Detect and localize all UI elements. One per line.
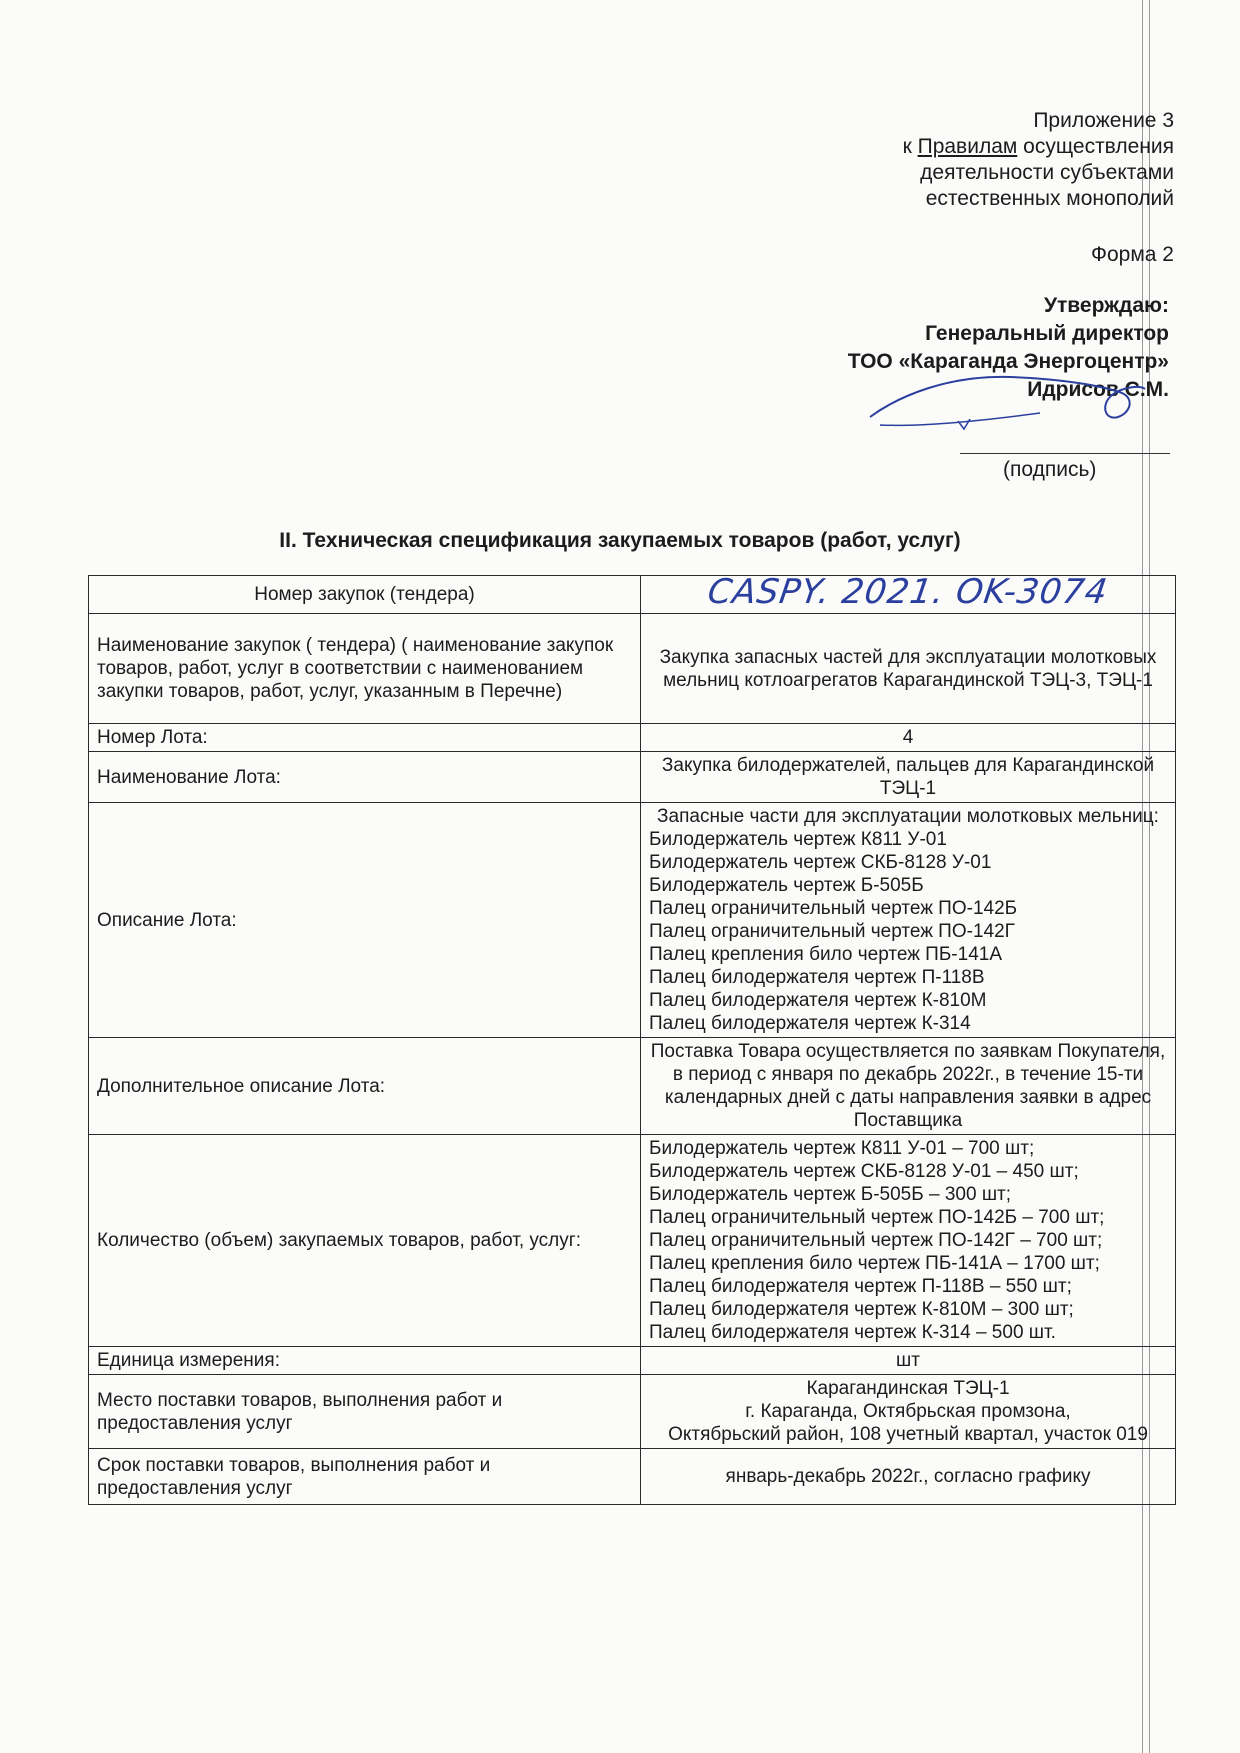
- table-row: [89, 1375, 1176, 1449]
- row-value: Закупка запасных частей для эксплуатации молотковых мельниц котлоагрегатов Карагандинской ТЭЦ-3, ТЭЦ-1: [641, 614, 1176, 724]
- list-item: Карагандинская ТЭЦ-1: [806, 1378, 1010, 1399]
- approval-line-3: ТОО «Караганда Энергоцентр»: [847, 350, 1169, 373]
- list-item: Палец ограничительный чертеж ПО-142Г – 700 шт;: [649, 1230, 1103, 1251]
- row-label: Описание Лота:: [89, 803, 641, 1038]
- table-row: [89, 803, 1176, 1038]
- row-label: Единица измерения:: [89, 1347, 641, 1375]
- row-label: Количество (объем) закупаемых товаров, работ, услуг:: [89, 1135, 641, 1347]
- row-value: Поставка Товара осуществляется по заявкам Покупателя, в период с января по декабрь 2022г., в течение 15-ти календарных дней с даты направления заявки в адрес Поставщика: [641, 1038, 1176, 1135]
- table-row: [89, 1449, 1176, 1505]
- approval-line-2: Генеральный директор: [925, 322, 1169, 345]
- row-label: Наименование Лота:: [89, 752, 641, 803]
- row-value: Закупка билодержателей, пальцев для Карагандинской ТЭЦ-1: [641, 752, 1176, 803]
- appendix-line-1: Приложение 3: [1033, 109, 1174, 132]
- list-item: г. Караганда, Октябрьская промзона,: [745, 1401, 1071, 1422]
- list-item: Палец крепления било чертеж ПБ-141А: [649, 944, 1003, 965]
- rules-link[interactable]: Правилам: [917, 135, 1018, 158]
- row-label: Номер Лота:: [89, 724, 641, 752]
- list-item: Палец ограничительный чертеж ПО-142Б – 700 шт;: [649, 1207, 1105, 1228]
- row-label: Наименование закупок ( тендера) ( наименование закупок товаров, работ, услуг в соответствии с наименованием закупки товаров, работ, услуг, указанным в Перечне): [89, 614, 641, 724]
- table-row: [89, 1347, 1176, 1375]
- list-item: Билодержатель чертеж СКБ-8128 У-01: [649, 852, 992, 873]
- list-item: Палец билодержателя чертеж К-314 – 500 шт.: [649, 1322, 1056, 1343]
- row-label: Номер закупок (тендера): [89, 576, 641, 614]
- appendix-line-2: [903, 134, 1174, 160]
- list-item: Палец билодержателя чертеж П-118В: [649, 967, 985, 988]
- list-item: Билодержатель чертеж Б-505Б: [649, 875, 924, 896]
- list-item: Билодержатель чертеж К811 У-01: [649, 829, 947, 850]
- row-label: Дополнительное описание Лота:: [89, 1038, 641, 1135]
- table-row: [89, 576, 1176, 614]
- list-item: Палец билодержателя чертеж П-118В – 550 шт;: [649, 1276, 1072, 1297]
- row-value: 4: [641, 724, 1176, 752]
- list-item: Палец билодержателя чертеж К-314: [649, 1013, 971, 1034]
- quantity-cell: [641, 1135, 1176, 1347]
- appendix-prefix: к: [902, 135, 918, 158]
- lot-description-cell: [641, 803, 1176, 1038]
- list-item: Палец ограничительный чертеж ПО-142Б: [649, 898, 1018, 919]
- tender-number-cell: [641, 571, 1176, 614]
- table-row: [89, 724, 1176, 752]
- form-label: Форма 2: [1091, 243, 1174, 266]
- appendix-line-3: деятельности субъектами: [920, 161, 1174, 184]
- appendix-header: [903, 108, 1174, 212]
- list-item: Палец крепления било чертеж ПБ-141А – 1700 шт;: [649, 1253, 1100, 1274]
- list-item: Палец билодержателя чертеж К-810М: [649, 990, 987, 1011]
- table-row: [89, 1038, 1176, 1135]
- row-label: Место поставки товаров, выполнения работ и предоставления услуг: [89, 1375, 641, 1449]
- approval-line-4: Идрисов С.М.: [1027, 378, 1169, 401]
- list-item: Билодержатель чертеж К811 У-01 – 700 шт;: [649, 1138, 1035, 1159]
- table-row: [89, 614, 1176, 724]
- row-value: шт: [641, 1347, 1176, 1375]
- list-item: Палец ограничительный чертеж ПО-142Г: [649, 921, 1015, 942]
- table-row: [89, 752, 1176, 803]
- appendix-suffix: осуществления: [1017, 135, 1174, 158]
- list-item: Октябрьский район, 108 учетный квартал, участок 019: [668, 1424, 1148, 1445]
- spec-table: [88, 571, 1176, 1505]
- row-label: Срок поставки товаров, выполнения работ и предоставления услуг: [89, 1449, 641, 1505]
- signature-line: [960, 453, 1170, 454]
- handwritten-signature: [860, 355, 1150, 445]
- signature-caption: (подпись): [1003, 458, 1097, 481]
- appendix-line-4: естественных монополий: [925, 187, 1174, 210]
- table-row: [89, 1135, 1176, 1347]
- row-value: январь-декабрь 2022г., согласно графику: [641, 1449, 1176, 1505]
- tender-number: CASPY. 2021. OK-3074: [705, 571, 1111, 612]
- document-title: II. Техническая спецификация закупаемых товаров (работ, услуг): [279, 529, 961, 552]
- list-item: Билодержатель чертеж Б-505Б – 300 шт;: [649, 1184, 1012, 1205]
- delivery-place-cell: [641, 1375, 1176, 1449]
- list-item: Билодержатель чертеж СКБ-8128 У-01 – 450 шт;: [649, 1161, 1079, 1182]
- list-item: Палец билодержателя чертеж К-810М – 300 шт;: [649, 1299, 1074, 1320]
- lot-description-title: Запасные части для эксплуатации молотковых мельниц:: [657, 806, 1159, 827]
- approval-line-1: Утверждаю:: [1043, 294, 1169, 317]
